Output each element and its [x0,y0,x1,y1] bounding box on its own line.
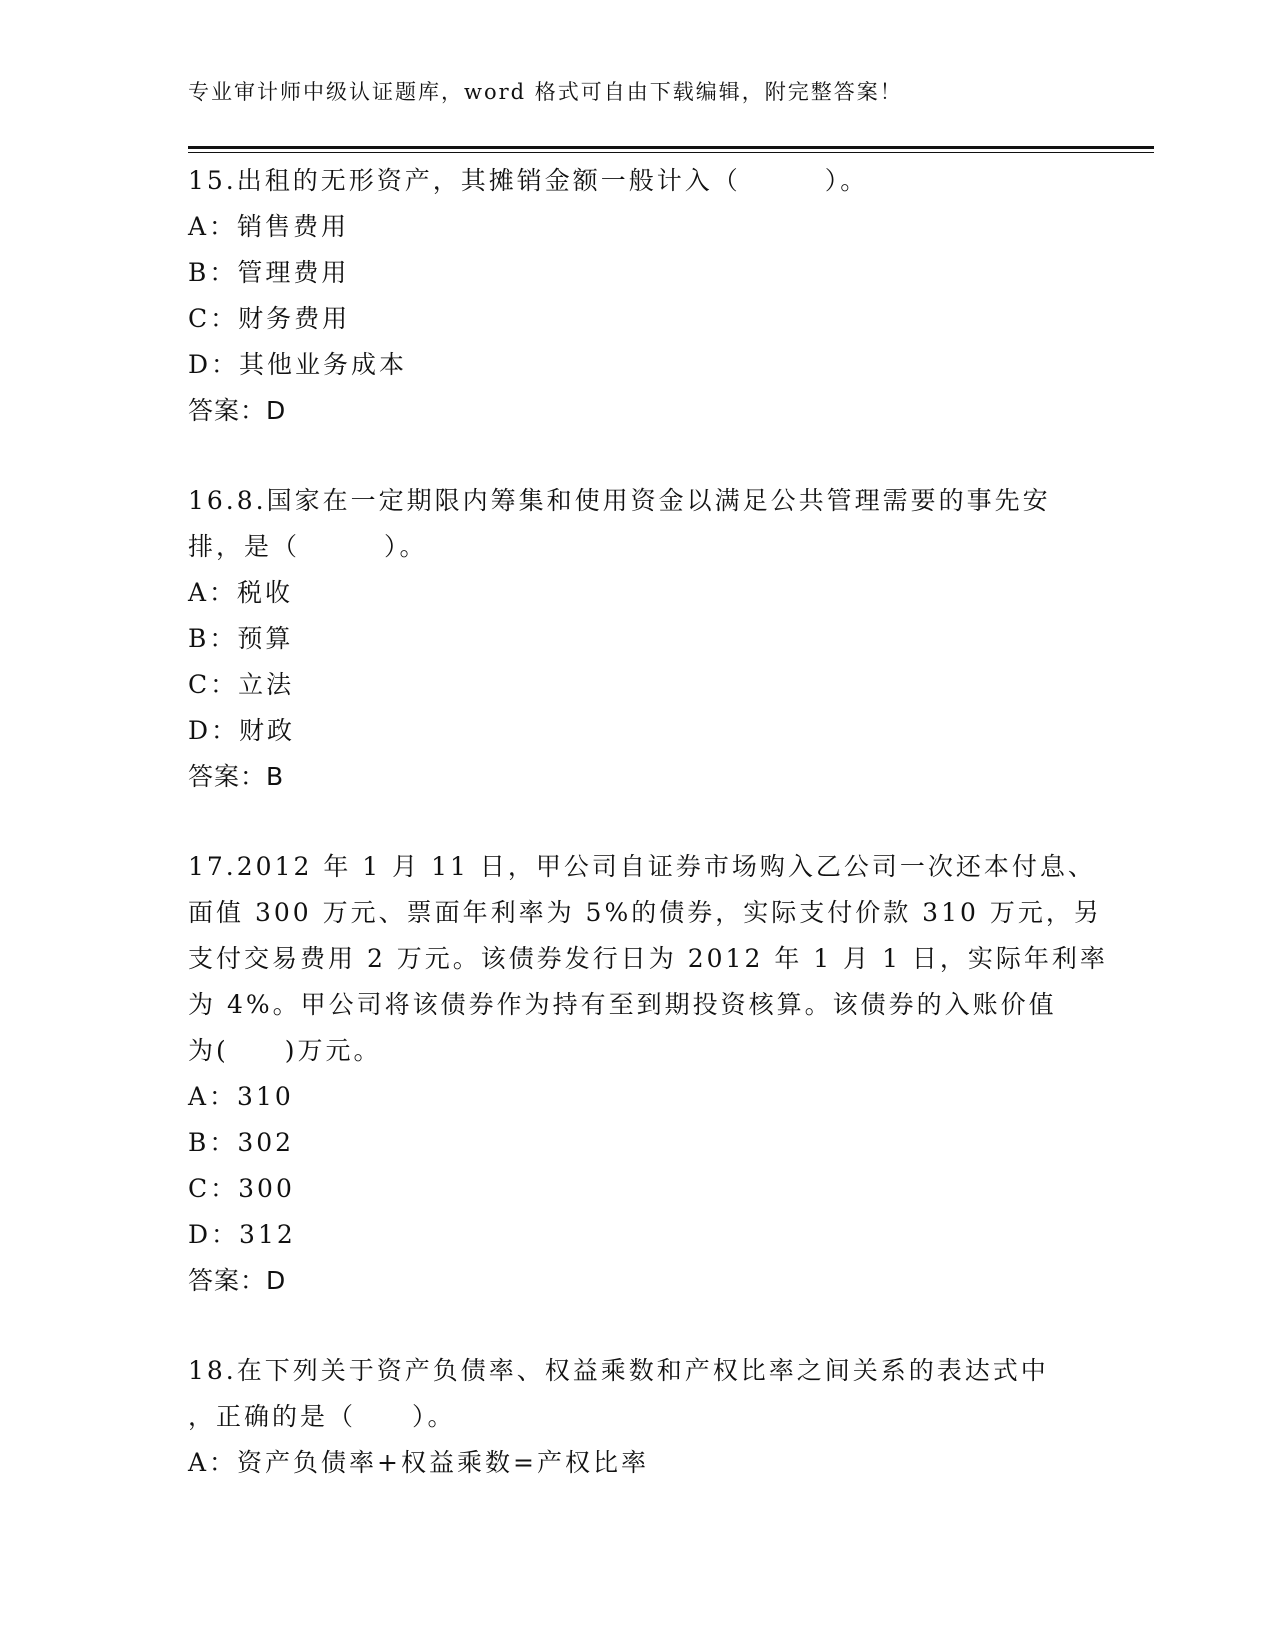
option-d: D：312 [188,1220,296,1249]
question-15 [188,158,1088,434]
question-stem: 支付交易费用 2 万元。该债券发行日为 2012 年 1 月 1 日，实际年利率 [188,944,1108,973]
option-a: A：资产负债率+权益乘数=产权比率 [188,1448,649,1477]
question-16 [188,478,1088,800]
question-18 [188,1348,1088,1486]
answer: 答案：B [188,762,285,791]
page-header: 专业审计师中级认证题库，word 格式可自由下载编辑，附完整答案！ [188,80,903,104]
answer: 答案：D [188,1266,287,1295]
question-stem: 为 4%。甲公司将该债券作为持有至到期投资核算。该债券的入账价值 [188,990,1057,1019]
question-stem: 16.8.国家在一定期限内筹集和使用资金以满足公共管理需要的事先安 [188,486,1051,515]
question-stem: ，正确的是（ ）。 [188,1402,456,1431]
option-c: C：300 [188,1174,295,1203]
question-stem: 面值 300 万元、票面年利率为 5%的债券，实际支付价款 310 万元，另 [188,898,1102,927]
header-rule-thick [188,146,1154,149]
answer: 答案：D [188,396,287,425]
option-a: A：销售费用 [188,212,350,241]
question-stem: 17.2012 年 1 月 11 日，甲公司自证券市场购入乙公司一次还本付息、 [188,852,1096,881]
option-d: D：其他业务成本 [188,350,408,379]
option-d: D：财政 [188,716,296,745]
option-c: C：财务费用 [188,304,351,333]
question-stem: 18.在下列关于资产负债率、权益乘数和产权比率之间关系的表达式中 [188,1356,1049,1385]
option-a: A：税收 [188,578,294,607]
option-b: B：管理费用 [188,258,350,287]
option-a: A：310 [188,1082,294,1111]
header-rule-thin [188,152,1154,153]
question-stem: 15.出租的无形资产，其摊销金额一般计入（ ）。 [188,166,869,195]
question-stem: 为( )万元。 [188,1036,382,1065]
question-stem: 排，是（ ）。 [188,532,428,561]
option-b: B：302 [188,1128,295,1157]
question-list [188,158,1108,1486]
option-c: C：立法 [188,670,295,699]
question-17 [188,844,1108,1304]
option-b: B：预算 [188,624,294,653]
